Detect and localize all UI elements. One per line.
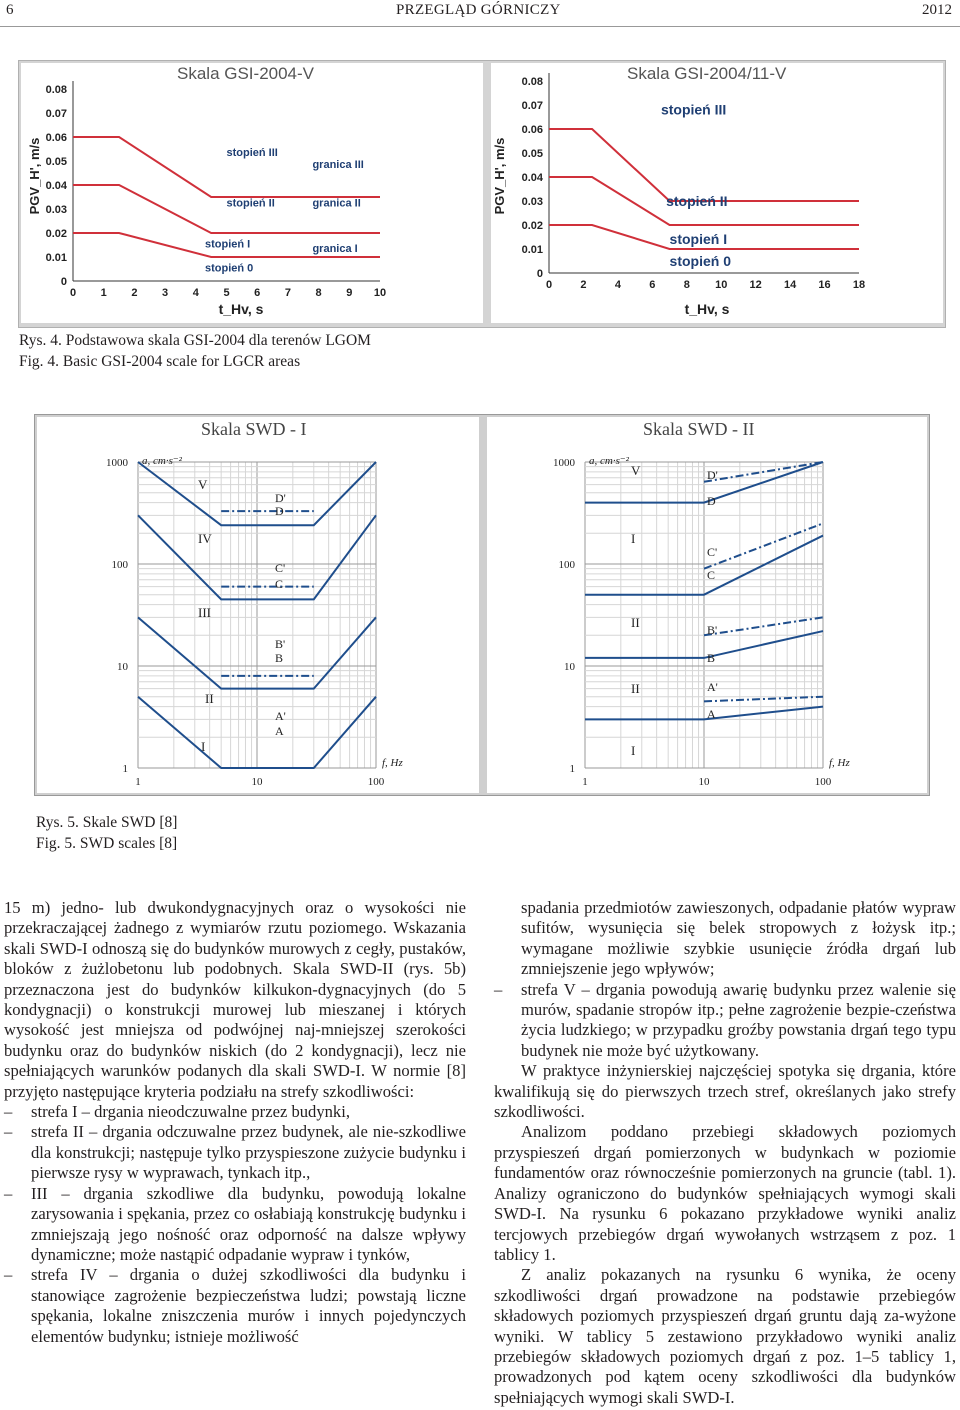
x-tick-label: 6 <box>254 287 261 299</box>
x-tick-label: 10 <box>251 776 263 788</box>
x-tick-label: 1 <box>135 776 141 788</box>
x-tick-label: 16 <box>818 279 831 291</box>
x-tick-label: 2 <box>131 287 138 299</box>
x-tick-label: 12 <box>749 279 762 291</box>
series-label: A' <box>275 709 286 723</box>
series-label: A' <box>707 680 718 694</box>
journal-title: PRZEGLĄD GÓRNICZY <box>396 2 561 18</box>
y-tick-label: 1000 <box>553 457 575 469</box>
series-label: C <box>707 568 716 582</box>
zone-label: V <box>631 463 641 478</box>
figure-4-caption <box>19 330 371 372</box>
zone-label: I <box>631 743 636 758</box>
x-tick-label: 1 <box>100 287 107 299</box>
series-label: D' <box>707 468 718 482</box>
right-column <box>494 898 956 1408</box>
y-tick-label: 0.04 <box>521 172 543 184</box>
zone-label: I <box>631 531 636 546</box>
y-tick-label: 0.05 <box>521 148 543 160</box>
zone-label: stopień II <box>226 197 275 210</box>
zone-label: II <box>631 615 640 630</box>
x-tick-label: 1 <box>582 776 588 788</box>
zone-label: stopień 0 <box>669 252 732 269</box>
y-tick-label: 100 <box>111 559 128 571</box>
y-tick-label: 10 <box>117 661 128 673</box>
zone-label: II <box>631 681 640 696</box>
left-column <box>4 898 466 1347</box>
paragraph: Z analiz pokazanych na rysunku 6 wynika, że oceny szkodliwości drgań prowadzone na podstawie przebiegów składowych poziomych przyspieszeń drgań gruntu dają za-wyżone wyniki. W tablicy 5 zestawiono przykładowo wyniki analiz przebiegów składowych poziomych drgań z poz. 1–5 tablicy 1, prowadzonych pod kątem oceny szkodliwości dla budynków spełniających wymogi skali SWD-I. <box>494 1265 956 1407</box>
series-label: C <box>275 577 284 591</box>
x-axis-label: t_Hv, s <box>218 301 264 317</box>
series-label: D <box>707 494 716 508</box>
chart-swd-ii <box>487 417 927 793</box>
y-tick-label: 0.07 <box>45 108 67 120</box>
y-tick-label: 0.03 <box>45 204 67 216</box>
y-axis-label: a, cm·s⁻² <box>589 455 629 467</box>
year: 2012 <box>922 2 952 18</box>
chart-gsi-2004-11-v <box>491 63 943 323</box>
x-tick-label: 10 <box>715 279 728 291</box>
series-label: D' <box>275 491 286 505</box>
series-label: B <box>275 651 284 665</box>
figure-5-caption-en: Fig. 5. SWD scales [8] <box>36 835 178 852</box>
y-tick-label: 0.08 <box>521 76 543 88</box>
boundary-label: granica I <box>312 243 358 256</box>
x-tick-label: 4 <box>614 279 621 291</box>
x-axis-label: f, Hz <box>382 757 403 769</box>
x-tick-label: 8 <box>315 287 322 299</box>
y-axis-label: a, cm·s⁻² <box>142 455 182 467</box>
zone-label: V <box>198 477 208 492</box>
zone-label: stopień III <box>226 147 278 160</box>
zone-label: II <box>205 691 214 706</box>
chart-swd-i <box>37 417 479 793</box>
y-tick-label: 0.03 <box>521 196 543 208</box>
y-tick-label: 0.01 <box>521 244 543 256</box>
x-tick-label: 0 <box>69 287 77 299</box>
list-continuation: spadania przedmiotów zawieszonych, odpadanie płatów wypraw sufitów, wysunięcia się belek stropowych z łożysk itp.; wymagane możliwie szybkie usunięcie źródła drgań lub zmniejszenie jego wpływów; <box>521 898 956 979</box>
figure-5-caption <box>36 812 177 854</box>
zone-label: stopień II <box>666 192 728 209</box>
x-tick-label: 14 <box>783 279 797 291</box>
y-tick-label: 1000 <box>106 457 128 469</box>
chart-panel <box>21 63 483 323</box>
paragraph: Analizom poddano przebiegi składowych poziomych przyspieszeń drgań pomierzonych w budynkach w poziomie fundamentów oraz równocześnie pomierzonych na gruncie (tabl. 1). Analizy ograniczono do budynków spełniających wymogi skali SWD-I. Na rysunku 6 pokazano przykładowe wyniki analiz tercjowych przebiegów drgań wywołanych wstrząsem z poz. 1 tablicy 1. <box>494 1122 956 1264</box>
y-tick-label: 1 <box>569 763 575 775</box>
y-tick-label: 100 <box>558 559 575 571</box>
boundary-label: granica III <box>312 159 364 172</box>
x-tick-label: 9 <box>346 287 353 299</box>
series-label: B' <box>707 623 718 637</box>
series-label: C' <box>275 561 286 575</box>
zone-label: I <box>201 739 206 754</box>
figure-4-charts <box>19 61 945 327</box>
paragraph: 15 m) jedno- lub dwukondygnacyjnych oraz o wysokości nie przekraczającej żadnego z wymiarów rzutu poziomego. Wskazania skali SWD-I odnoszą się do budynków murowych z cegły, pustaków, bloków z żużlobetonu lub podobnych. Skala SWD-II (rys. 5b) przeznaczona jest do budynków kilkukon-dygnacyjnych (do 5 kondygnacji) o konstrukcji murowej lub mieszanej i których wysokość jest mniejsza od podwójnej naj-mniejszej szerokości budynku oraz do budynków niskich (do 2 kondygnacji), lecz nie spełniających warunków podanych dla skali SWD-I. W normie [8] przyjęto następujące kryteria podziału na strefy szkodliwości: <box>4 898 466 1101</box>
x-axis-label: f, Hz <box>829 757 850 769</box>
series-label: C' <box>707 545 718 559</box>
x-tick-label: 5 <box>223 287 230 299</box>
y-tick-label: 0.02 <box>45 228 67 240</box>
y-tick-label: 0 <box>536 268 543 280</box>
x-tick-label: 0 <box>545 279 553 291</box>
x-tick-label: 4 <box>192 287 199 299</box>
x-tick-label: 3 <box>162 287 169 299</box>
list-item: – strefa IV – drgania o dużej szkodliwości dla budynku i stanowiące zagrożenie bezpieczeństwa ludzi; powstają liczne spękania, lokalne zniszczenia murów i innych pojedynczych elementów budynku; istnieje możliwość <box>4 1265 466 1346</box>
y-tick-label: 0.06 <box>45 132 67 144</box>
x-tick-label: 7 <box>284 287 291 299</box>
y-axis-label: PGV_H', m/s <box>492 137 507 215</box>
series-label: B <box>707 651 716 665</box>
boundary-label: granica II <box>312 197 361 210</box>
y-tick-label: 0.01 <box>45 252 67 264</box>
x-axis-label: t_Hv, s <box>684 301 730 317</box>
x-tick-label: 100 <box>367 776 385 788</box>
x-tick-label: 100 <box>814 776 832 788</box>
figure-5-charts <box>35 415 929 795</box>
zone-label: IV <box>198 531 212 546</box>
y-tick-label: 0.02 <box>521 220 543 232</box>
list-item: – III – drgania szkodliwe dla budynku, powodują lokalne zarysowania i spękania, przez co osłabiają konstrukcję budynku i zmniejszają jego nośność oraz odporność na dalsze wpływy dynamiczne; może nastąpić odpadanie wypraw i tynków, <box>4 1183 466 1264</box>
y-tick-label: 0.08 <box>45 84 67 96</box>
page-header <box>0 0 960 27</box>
x-tick-label: 8 <box>683 279 690 291</box>
chart-title: Skala GSI-2004/11-V <box>627 64 787 83</box>
chart-title: Skala SWD - I <box>201 419 307 439</box>
zone-label: III <box>198 605 211 620</box>
y-tick-label: 1 <box>122 763 128 775</box>
chart-gsi-2004-v <box>21 63 483 323</box>
chart-title: Skala SWD - II <box>643 419 755 439</box>
figure-4-caption-en: Fig. 4. Basic GSI-2004 scale for LGCR areas <box>19 353 301 370</box>
x-tick-label: 10 <box>373 287 387 299</box>
chart-title: Skala GSI-2004-V <box>177 64 315 83</box>
y-tick-label: 0.04 <box>45 180 67 192</box>
x-tick-label: 18 <box>852 279 866 291</box>
x-tick-label: 6 <box>649 279 656 291</box>
series-label: A <box>275 724 284 738</box>
series-label: A <box>707 707 716 721</box>
list-item: – strefa I – drgania nieodczuwalne przez budynki, <box>4 1102 350 1122</box>
y-tick-label: 0.05 <box>45 156 67 168</box>
figure-4-caption-pl: Rys. 4. Podstawowa skala GSI-2004 dla terenów LGOM <box>19 332 371 349</box>
y-tick-label: 0.06 <box>521 124 543 136</box>
y-tick-label: 0 <box>60 276 67 288</box>
zone-label: stopień III <box>660 101 727 118</box>
list-item: – strefa II – drgania odczuwalne przez budynek, ale nie-szkodliwe dla konstrukcji; następuje tylko przyspieszone zużycie budynku i pierwsze rysy w wyprawach, tynkach itp., <box>4 1122 466 1183</box>
figure-5-caption-pl: Rys. 5. Skale SWD [8] <box>36 814 178 831</box>
zone-label: stopień I <box>205 238 251 251</box>
paragraph: W praktyce inżynierskiej najczęściej spotyka się drgania, które kwalifikują się do pierwszych trzech stref, określanych jako strefy szkodliwości. <box>494 1061 956 1122</box>
zone-label: stopień 0 <box>205 262 254 275</box>
y-axis-label: PGV_H', m/s <box>27 137 42 215</box>
series-label: D <box>275 504 284 518</box>
list-item: – strefa V – drgania powodują awarię budynku przez walenie się murów, spadanie stropów itp.; pełne zagrożenie bezpie-czeństwa życia ludzkiego; w przypadku groźby powstania drgań tego typu budynek nie może być użytkowany. <box>494 979 956 1060</box>
series-label: B' <box>275 637 286 651</box>
zone-label: stopień I <box>669 231 728 248</box>
x-tick-label: 10 <box>698 776 710 788</box>
page-number: 6 <box>6 2 14 18</box>
y-tick-label: 0.07 <box>521 100 543 112</box>
x-tick-label: 2 <box>580 279 587 291</box>
y-tick-label: 10 <box>564 661 575 673</box>
